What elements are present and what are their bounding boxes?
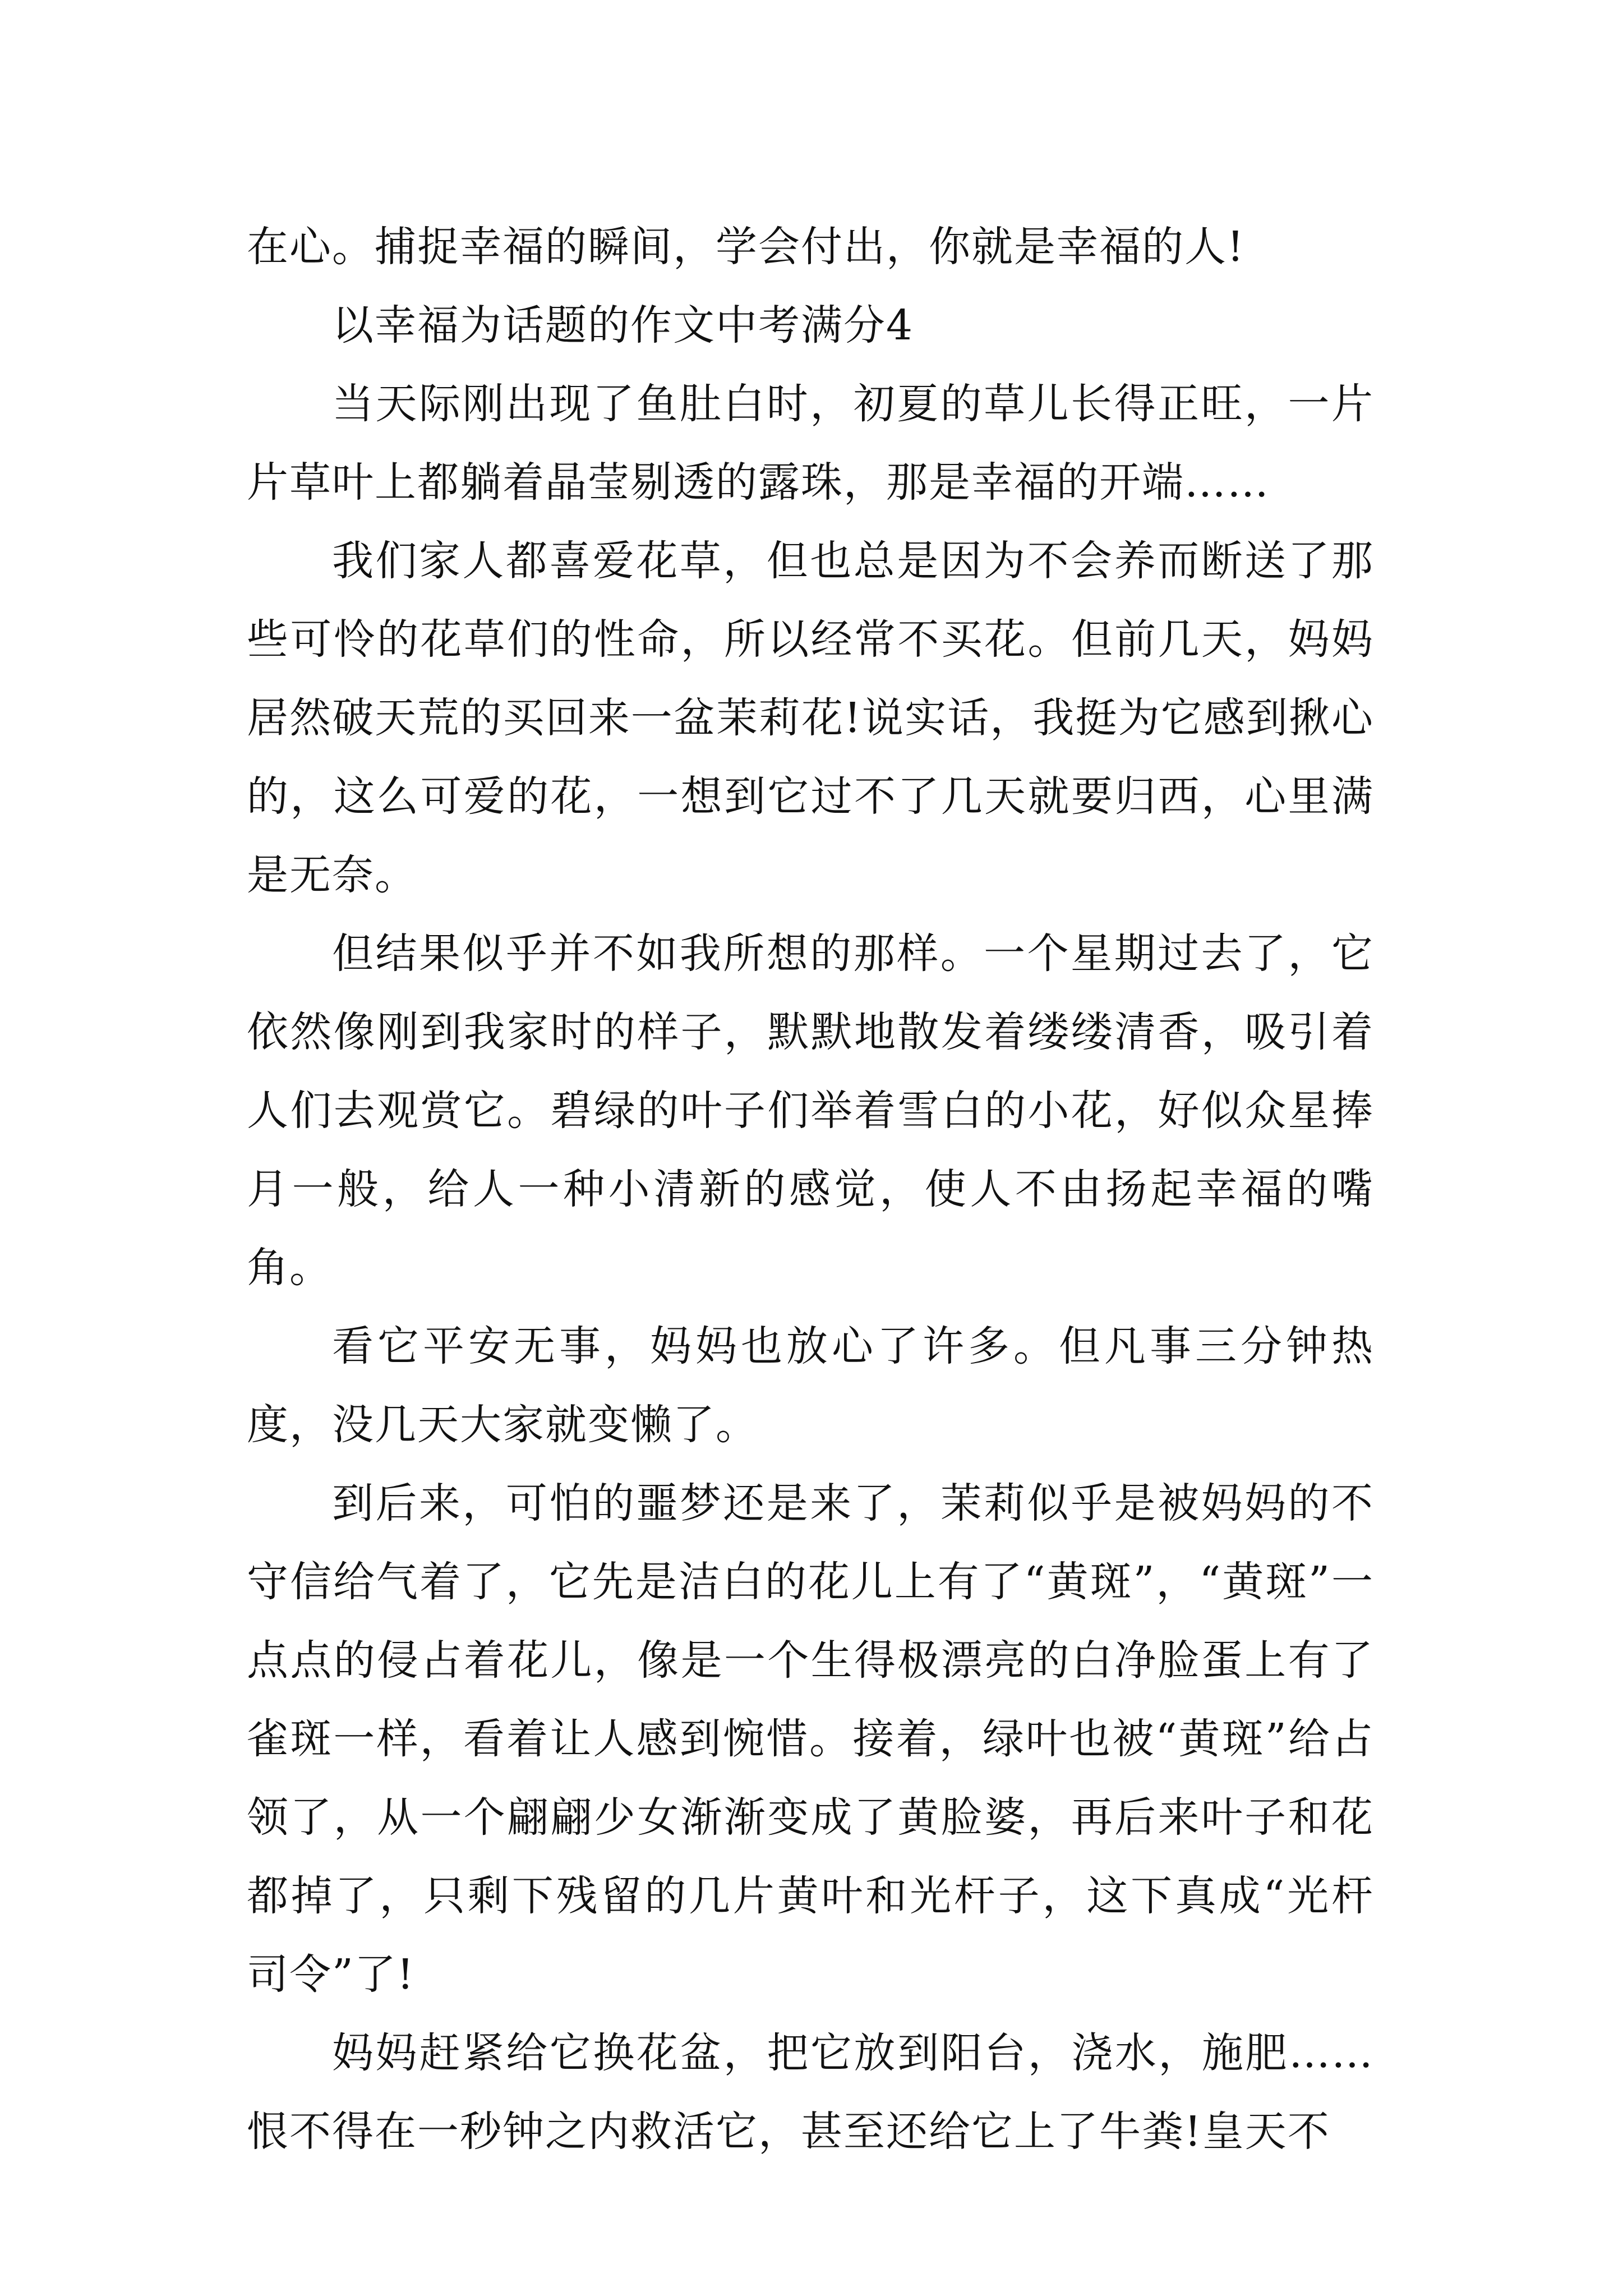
paragraph: 当天际刚出现了鱼肚白时，初夏的草儿长得正旺，一片片草叶上都躺着晶莹剔透的露珠，那是幸福的开端…… bbox=[247, 380, 1374, 507]
paragraph: 看它平安无事，妈妈也放心了许多。但凡事三分钟热度，没几天大家就变懒了。 bbox=[247, 1322, 1374, 1449]
paragraph: 但结果似乎并不如我所想的那样。一个星期过去了，它依然像刚到我家时的样子，默默地散发着缕缕清香，吸引着人们去观赏它。碧绿的叶子们举着雪白的小花，好似众星捧月一般，给人一种小清新的感觉，使人不由扬起幸福的嘴角。 bbox=[247, 930, 1374, 1292]
paragraph-continuation: 在心。捕捉幸福的瞬间，学会付出，你就是幸福的人! bbox=[247, 223, 1245, 271]
paragraph: 我们家人都喜爱花草，但也总是因为不会养而断送了那些可怜的花草们的性命，所以经常不买花。但前几天，妈妈居然破天荒的买回来一盆茉莉花!说实话，我挺为它感到揪心的，这么可爱的花，一想到它过不了几天就要归西，心里满是无奈。 bbox=[247, 537, 1374, 899]
paragraph: 到后来，可怕的噩梦还是来了，茉莉似乎是被妈妈的不守信给气着了，它先是洁白的花儿上有了“黄斑”，“黄斑”一点点的侵占着花儿，像是一个生得极漂亮的白净脸蛋上有了雀斑一样，看着让人感到惋惜。接着，绿叶也被“黄斑”给占领了，从一个翩翩少女渐渐变成了黄脸婆，再后来叶子和花都掉了，只剩下残留的几片黄叶和光杆子，这下真成“光杆司令”了! bbox=[247, 1479, 1374, 1999]
document-body bbox=[247, 208, 1374, 2171]
paragraph: 妈妈赶紧给它换花盆，把它放到阳台，浇水，施肥……恨不得在一秒钟之内救活它，甚至还给它上了牛粪!皇天不 bbox=[247, 2029, 1374, 2156]
essay-title: 以幸福为话题的作文中考满分4 bbox=[332, 301, 914, 349]
